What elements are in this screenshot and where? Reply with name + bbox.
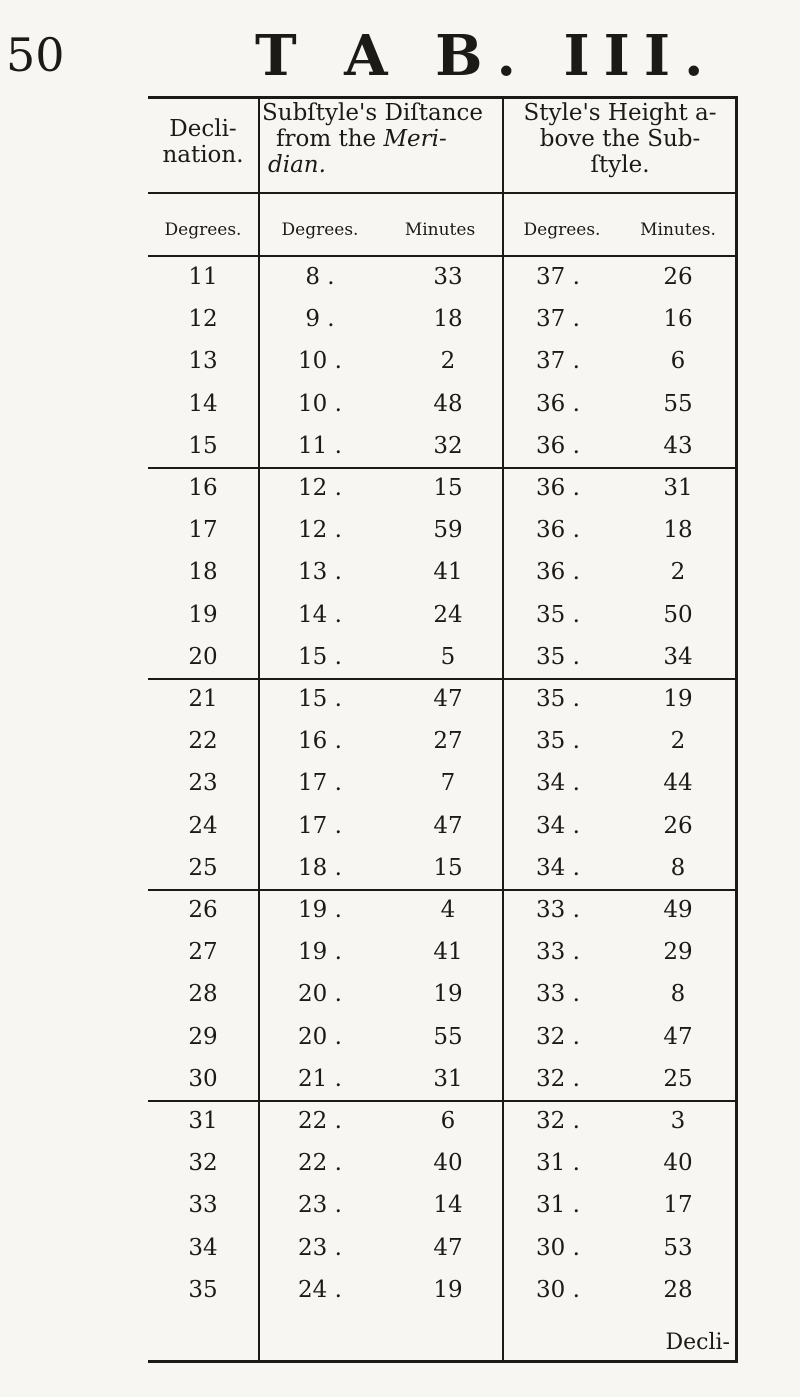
cell-dist-deg: 13 . xyxy=(298,559,342,586)
rule-header-bottom xyxy=(148,192,738,194)
cell-dist-min: 19 xyxy=(433,1276,463,1303)
cell-ht-deg: 30 . xyxy=(536,1276,580,1303)
cell-ht-deg: 34 . xyxy=(536,812,580,839)
cell-decl: 14 xyxy=(188,390,218,417)
cell-ht-min: 40 xyxy=(663,1150,693,1177)
cell-dist-deg: 14 . xyxy=(298,601,342,628)
cell-dist-deg: 24 . xyxy=(298,1276,342,1303)
subheader-decl-degrees: Degrees. xyxy=(164,220,242,240)
cell-decl: 33 xyxy=(188,1192,218,1219)
cell-dist-min: 14 xyxy=(433,1192,463,1219)
rule-col-distance xyxy=(502,96,504,1363)
header-distance-line-1: Subſtyle's Diſtance xyxy=(262,100,484,126)
cell-ht-deg: 35 . xyxy=(536,728,580,755)
cell-dist-deg: 21 . xyxy=(298,1065,342,1092)
cell-ht-deg: 36 . xyxy=(536,390,580,417)
cell-dist-min: 6 xyxy=(440,1108,456,1134)
cell-dist-deg: 10 . xyxy=(298,348,342,375)
cell-dist-min: 41 xyxy=(433,939,463,966)
cell-decl: 23 xyxy=(188,770,218,797)
cell-decl: 26 xyxy=(188,897,218,923)
cell-dist-deg: 11 . xyxy=(298,432,342,459)
cell-decl: 20 xyxy=(188,643,218,670)
cell-ht-min: 2 xyxy=(670,559,686,586)
header-distance-from: from the xyxy=(276,126,384,152)
cell-ht-deg: 36 . xyxy=(536,432,580,459)
rule-col-decl xyxy=(258,96,260,1363)
cell-ht-min: 8 xyxy=(670,854,686,881)
cell-dist-min: 27 xyxy=(433,728,463,755)
cell-ht-deg: 32 . xyxy=(536,1023,580,1050)
cell-ht-deg: 37 . xyxy=(536,348,580,375)
cell-dist-min: 59 xyxy=(433,517,463,544)
cell-ht-deg: 35 . xyxy=(536,686,580,712)
cell-dist-min: 7 xyxy=(440,770,456,797)
cell-decl: 17 xyxy=(188,517,218,544)
cell-ht-deg: 31 . xyxy=(536,1192,580,1219)
cell-dist-deg: 22 . xyxy=(298,1108,342,1134)
rule-bottom xyxy=(148,1360,738,1363)
cell-dist-min: 24 xyxy=(433,601,463,628)
cell-decl: 22 xyxy=(188,728,218,755)
cell-ht-min: 2 xyxy=(670,728,686,755)
cell-ht-deg: 34 . xyxy=(536,770,580,797)
cell-ht-deg: 36 . xyxy=(536,559,580,586)
cell-ht-min: 28 xyxy=(663,1276,693,1303)
cell-ht-min: 29 xyxy=(663,939,693,966)
cell-dist-deg: 20 . xyxy=(298,1023,342,1050)
cell-ht-min: 43 xyxy=(663,432,693,459)
cell-dist-deg: 17 . xyxy=(298,770,342,797)
group-rule xyxy=(148,678,738,680)
cell-ht-min: 17 xyxy=(663,1192,693,1219)
cell-dist-min: 48 xyxy=(433,390,463,417)
page-title: T A B. III. xyxy=(255,23,718,89)
cell-ht-deg: 34 . xyxy=(536,854,580,881)
header-distance-line-3: dian. xyxy=(268,152,326,178)
catchword: Decli- xyxy=(665,1330,730,1355)
cell-ht-min: 26 xyxy=(663,812,693,839)
cell-ht-deg: 33 . xyxy=(536,939,580,966)
cell-dist-min: 15 xyxy=(433,854,463,881)
cell-decl: 31 xyxy=(188,1108,218,1134)
cell-decl: 15 xyxy=(188,432,218,459)
cell-ht-deg: 33 . xyxy=(536,897,580,923)
cell-ht-deg: 36 . xyxy=(536,475,580,501)
cell-ht-deg: 37 . xyxy=(536,306,580,333)
cell-dist-deg: 12 . xyxy=(298,517,342,544)
cell-ht-deg: 32 . xyxy=(536,1108,580,1134)
cell-dist-min: 2 xyxy=(440,348,456,375)
cell-dist-deg: 19 . xyxy=(298,939,342,966)
cell-dist-deg: 12 . xyxy=(298,475,342,501)
cell-dist-min: 33 xyxy=(433,264,463,290)
cell-dist-min: 18 xyxy=(433,306,463,333)
cell-ht-min: 44 xyxy=(663,770,693,797)
group-rule xyxy=(148,889,738,891)
page-number: 50 xyxy=(6,28,65,82)
cell-decl: 11 xyxy=(188,264,218,290)
cell-dist-deg: 18 . xyxy=(298,854,342,881)
cell-decl: 16 xyxy=(188,475,218,501)
cell-dist-deg: 10 . xyxy=(298,390,342,417)
cell-ht-min: 18 xyxy=(663,517,693,544)
cell-dist-deg: 15 . xyxy=(298,686,342,712)
cell-dist-deg: 20 . xyxy=(298,981,342,1008)
cell-ht-min: 31 xyxy=(663,475,693,501)
cell-ht-min: 47 xyxy=(663,1023,693,1050)
cell-dist-min: 15 xyxy=(433,475,463,501)
cell-ht-deg: 31 . xyxy=(536,1150,580,1177)
cell-decl: 18 xyxy=(188,559,218,586)
cell-ht-deg: 35 . xyxy=(536,601,580,628)
cell-decl: 35 xyxy=(188,1276,218,1303)
cell-dist-min: 40 xyxy=(433,1150,463,1177)
cell-decl: 30 xyxy=(188,1065,218,1092)
cell-decl: 24 xyxy=(188,812,218,839)
cell-dist-min: 19 xyxy=(433,981,463,1008)
cell-ht-min: 16 xyxy=(663,306,693,333)
cell-decl: 13 xyxy=(188,348,218,375)
cell-dist-deg: 8 . xyxy=(305,264,335,290)
cell-dist-min: 47 xyxy=(433,812,463,839)
cell-dist-min: 41 xyxy=(433,559,463,586)
cell-ht-min: 19 xyxy=(663,686,693,712)
cell-dist-deg: 17 . xyxy=(298,812,342,839)
cell-decl: 25 xyxy=(188,854,218,881)
cell-ht-deg: 36 . xyxy=(536,517,580,544)
cell-dist-min: 32 xyxy=(433,432,463,459)
cell-ht-min: 8 xyxy=(670,981,686,1008)
cell-decl: 12 xyxy=(188,306,218,333)
header-distance xyxy=(260,100,504,178)
subheader-dist-minutes: Minutes xyxy=(404,220,476,240)
subheader-ht-degrees: Degrees. xyxy=(523,220,601,240)
cell-ht-min: 55 xyxy=(663,390,693,417)
cell-decl: 34 xyxy=(188,1234,218,1261)
cell-ht-min: 3 xyxy=(670,1108,686,1134)
header-height: Style's Height a- bove the Sub- ſtyle. xyxy=(523,100,717,178)
cell-dist-min: 4 xyxy=(440,897,456,923)
cell-dist-deg: 16 . xyxy=(298,728,342,755)
group-rule xyxy=(148,1100,738,1102)
cell-ht-deg: 35 . xyxy=(536,643,580,670)
cell-decl: 28 xyxy=(188,981,218,1008)
cell-ht-min: 49 xyxy=(663,897,693,923)
cell-ht-min: 26 xyxy=(663,264,693,290)
cell-dist-min: 5 xyxy=(440,643,456,670)
cell-ht-min: 25 xyxy=(663,1065,693,1092)
rule-top xyxy=(148,96,738,99)
group-rule xyxy=(148,467,738,469)
cell-ht-min: 53 xyxy=(663,1234,693,1261)
cell-decl: 21 xyxy=(188,686,218,712)
cell-dist-deg: 15 . xyxy=(298,643,342,670)
cell-decl: 32 xyxy=(188,1150,218,1177)
header-declination: Decli- nation. xyxy=(162,116,244,168)
cell-dist-deg: 23 . xyxy=(298,1192,342,1219)
subheader-ht-minutes: Minutes. xyxy=(640,220,716,240)
cell-dist-deg: 19 . xyxy=(298,897,342,923)
table-3 xyxy=(148,96,738,1364)
rule-subheader-bottom xyxy=(148,255,738,257)
cell-decl: 29 xyxy=(188,1023,218,1050)
cell-dist-min: 47 xyxy=(433,686,463,712)
cell-ht-deg: 30 . xyxy=(536,1234,580,1261)
cell-ht-deg: 33 . xyxy=(536,981,580,1008)
cell-dist-deg: 23 . xyxy=(298,1234,342,1261)
cell-dist-deg: 22 . xyxy=(298,1150,342,1177)
cell-ht-deg: 32 . xyxy=(536,1065,580,1092)
cell-dist-min: 55 xyxy=(433,1023,463,1050)
cell-ht-min: 34 xyxy=(663,643,693,670)
cell-decl: 27 xyxy=(188,939,218,966)
cell-dist-deg: 9 . xyxy=(305,306,335,333)
subheader-dist-degrees: Degrees. xyxy=(281,220,359,240)
cell-ht-min: 50 xyxy=(663,601,693,628)
cell-dist-min: 47 xyxy=(433,1234,463,1261)
cell-ht-min: 6 xyxy=(670,348,686,375)
header-distance-meri: Meri- xyxy=(383,126,447,152)
header-distance-line-2 xyxy=(262,126,504,152)
cell-decl: 19 xyxy=(188,601,218,628)
cell-dist-min: 31 xyxy=(433,1065,463,1092)
cell-ht-deg: 37 . xyxy=(536,264,580,290)
rule-right xyxy=(735,96,738,1363)
